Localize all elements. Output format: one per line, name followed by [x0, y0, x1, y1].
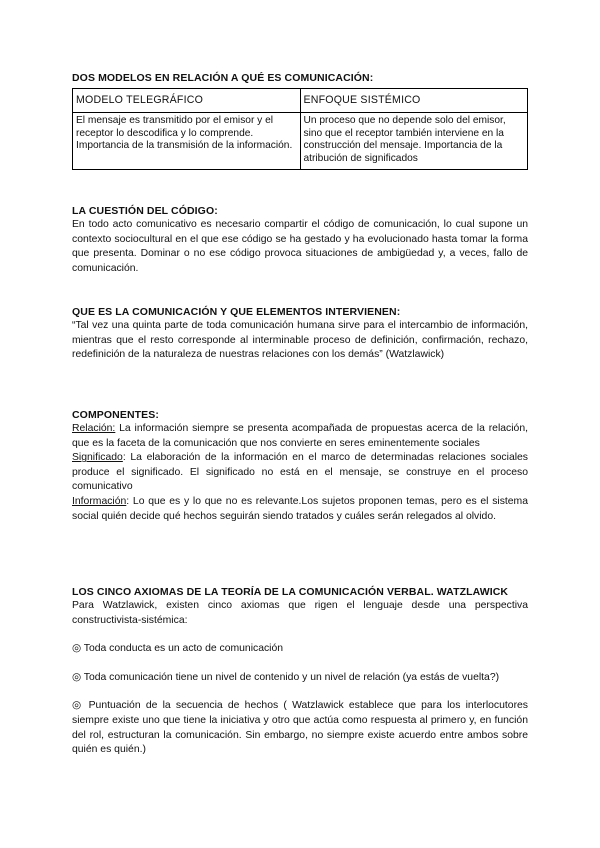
section-que-es [72, 305, 528, 363]
table-cell-telegrafico: El mensaje es transmitido por el emisor y el receptor lo descodifica y lo comprende. Importancia de la transmisión de la información. [73, 113, 301, 170]
axiom-item: ◎ Puntuación de la secuencia de hechos ( Watzlawick establece que para los interlocutores siempre existe uno que tiene la iniciativa y otro que actúa como respuesta al primero y, en función del rol, estructuran la comunicación. Sin embargo, no siempre existe acuerdo entre ambos sobre quién es quién.) [72, 700, 528, 756]
component-significado [72, 451, 528, 495]
axiom-item: ◎ Toda conducta es un acto de comunicación [72, 643, 284, 655]
models-table [72, 88, 528, 170]
table-cell-sistemico: Un proceso que no depende solo del emisor, sino que el receptor también interviene en la construcción del mensaje. Importancia de la atribución de significados [300, 113, 528, 170]
section-componentes [72, 408, 528, 524]
component-text: La información siempre se presenta acompañada de propuestas acerca de la relación, que es la faceta de la comunicación que nos convierte en seres eminentemente sociales [72, 423, 528, 449]
section-intro: Para Watzlawick, existen cinco axiomas que rigen el lenguaje desde una perspectiva constructivista-sistémica: [72, 600, 528, 626]
section-body: En todo acto comunicativo es necesario compartir el código de comunicación, lo cual supone un contexto sociocultural en el que ese código se ha gestado y ha evolucionado hasta tomar la forma que presenta. Dominar o no ese código provoca situaciones de ambigüedad y, a veces, fallo de comunicación. [72, 219, 528, 274]
component-term: Información [72, 495, 127, 507]
section-body: “Tal vez una quinta parte de toda comunicación humana sirve para el intercambio de información, mientras que el resto corresponde al interminable proceso de definición, confirmación, rechazo, redefinición de la naturaleza de nuestras relaciones con los demás” (Watzlawick) [72, 320, 528, 361]
table-header-telegrafico: MODELO TELEGRÁFICO [73, 89, 301, 113]
component-relacion [72, 422, 528, 451]
section-codigo [72, 204, 528, 276]
axiom-item: ◎ Toda comunicación tiene un nivel de contenido y un nivel de relación (ya estás de vuelta?) [72, 671, 500, 683]
component-text: : La elaboración de la información en el marco de determinadas relaciones sociales produce el significado. El significado no está en el mensaje, se construye en el proceso comunicativo [72, 452, 528, 493]
table-row [73, 113, 528, 170]
component-term: Relación: [72, 423, 116, 434]
section-title: LA CUESTIÓN DEL CÓDIGO: [72, 205, 218, 217]
section-dos-modelos [72, 71, 528, 170]
component-term: Significado [72, 452, 123, 464]
component-text: : Lo que es y lo que no es relevante.Los sujetos proponen temas, pero es el sistema social quién decide qué hechos seguirán siendo tratados y cuáles serán relegados al olvido. [72, 495, 528, 522]
table-header-sistemico: ENFOQUE SISTÉMICO [300, 89, 528, 113]
table-header-row [73, 89, 528, 113]
component-informacion [72, 495, 528, 524]
section-title: QUE ES LA COMUNICACIÓN Y QUE ELEMENTOS INTERVIENEN: [72, 306, 401, 318]
section-title: COMPONENTES: [72, 409, 159, 421]
section-title: DOS MODELOS EN RELACIÓN A QUÉ ES COMUNICACIÓN: [72, 72, 374, 84]
section-title: LOS CINCO AXIOMAS DE LA TEORÍA DE LA COMUNICACIÓN VERBAL. WATZLAWICK [72, 586, 509, 598]
section-axiomas [72, 585, 528, 758]
